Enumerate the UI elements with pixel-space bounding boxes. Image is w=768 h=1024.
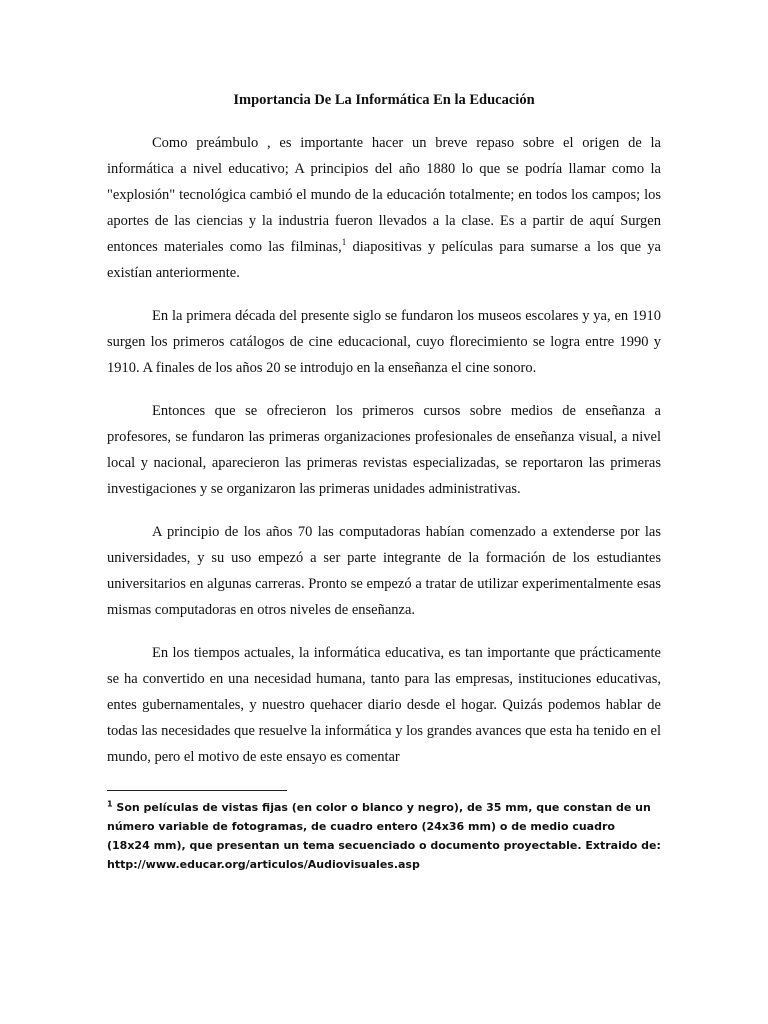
footnote-separator bbox=[107, 790, 287, 791]
paragraph-4: A principio de los años 70 las computadoras habían comenzado a extenderse por las universidades, y su uso empezó a ser parte integrante de la formación de los estudiantes universitarios en algunas carreras. Pronto se empezó a tratar de utilizar experimentalmente esas mismas computadoras en otros niveles de enseñanza. bbox=[107, 524, 661, 618]
paragraph-1-text-continued: diapositivas y películas para sumarse a los que ya existían anteriormente. bbox=[107, 239, 661, 281]
paragraph-3: Entonces que se ofrecieron los primeros cursos sobre medios de enseñanza a profesores, se fundaron las primeras organizaciones profesionales de enseñanza visual, a nivel local y nacional, aparecieron las primeras revistas especializadas, se reportaron las primeras investigaciones y se organizaron las primeras unidades administrativas. bbox=[107, 403, 661, 497]
document-body bbox=[107, 130, 661, 787]
paragraph-5: En los tiempos actuales, la informática educativa, es tan importante que prácticamente se ha convertido en una necesidad humana, tanto para las empresas, instituciones educativas, entes gubernamentales, y nuestro quehacer diario desde el hogar. Quizás podemos hablar de todas las necesidades que resuelve la informática y los grandes avances que esta ha tenido en el mundo, pero el motivo de este ensayo es comentar bbox=[107, 645, 661, 765]
paragraph-1 bbox=[107, 130, 661, 286]
paragraph-1-text: Como preámbulo , es importante hacer un breve repaso sobre el origen de la informática a nivel educativo; A principios del año 1880 lo que se podría llamar como la "explosión" tecnológica cambió el mundo de la educación totalmente; en todos los campos; los aportes de las ciencias y la industria fueron llevados a la clase. Es a partir de aquí Surgen entonces materiales como las filminas, bbox=[107, 135, 661, 255]
footnote-text: Son películas de vistas fijas (en color o blanco y negro), de 35 mm, que constan de un número variable de fotogramas, de cuadro entero (24x36 mm) o de medio cuadro (18x24 mm), que presentan un tema secuenciado o documento proyectable. Extraido de: http://www.educar.org/articulos/Audiovisuales.asp bbox=[107, 801, 661, 871]
document-title: Importancia De La Informática En la Educación bbox=[233, 92, 535, 108]
footnote bbox=[107, 798, 661, 874]
footnote-mark: 1 bbox=[107, 799, 113, 809]
paragraph-2: En la primera década del presente siglo se fundaron los museos escolares y ya, en 1910 surgen los primeros catálogos de cine educacional, cuyo florecimiento se logra entre 1990 y 1910. A finales de los años 20 se introdujo en la enseñanza el cine sonoro. bbox=[107, 308, 661, 376]
footnote-ref-mark: 1 bbox=[341, 237, 347, 248]
